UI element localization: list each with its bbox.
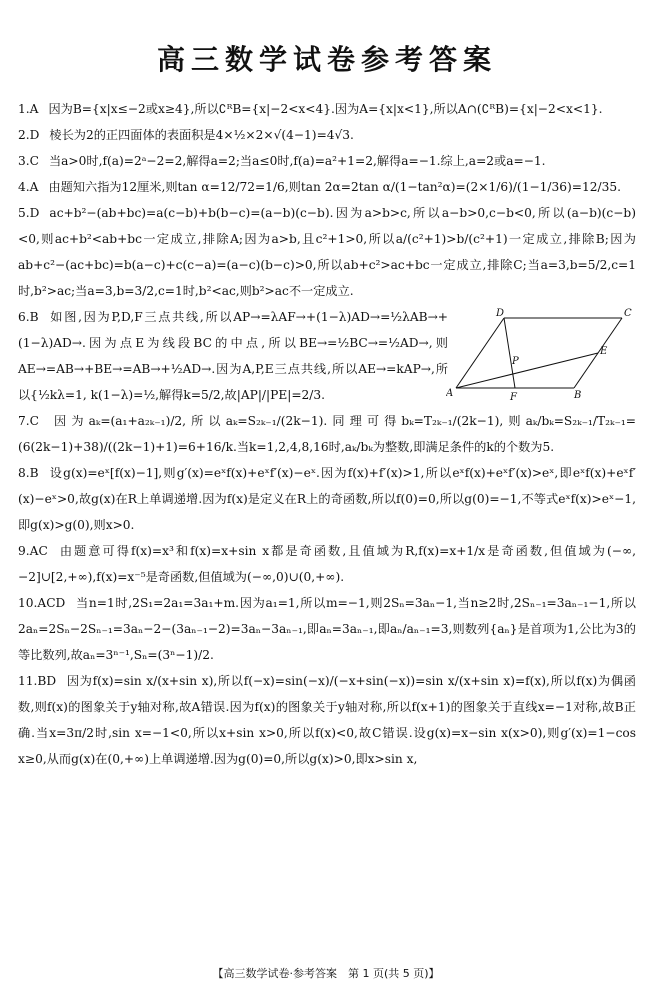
answer-item xyxy=(18,408,636,460)
question-number: 1. xyxy=(18,102,30,116)
answer-key: A xyxy=(29,180,39,194)
question-number: 5. xyxy=(18,206,30,220)
diagram-segment-ae xyxy=(456,353,598,388)
question-number: 6. xyxy=(18,310,30,324)
answer-explanation: 由题意可得f(x)=x³和f(x)=x+sin x都是奇函数,且值域为R,f(x)=x+1/x是奇函数,但值域为(−∞,−2]∪[2,+∞),f(x)=x⁻⁵是奇函数,但值域为(−∞,0)∪(0,+∞). xyxy=(18,544,636,584)
answer-text-block xyxy=(18,304,448,408)
answer-explanation: 当n=1时,2S₁=2a₁=3a₁+m.因为a₁=1,所以m=−1,则2Sₙ=3aₙ−1,当n≥2时,2Sₙ₋₁=3aₙ₋₁−1,所以2aₙ=2Sₙ−2Sₙ₋₁=3aₙ−2−(3aₙ₋₁−2)=3aₙ−3aₙ₋₁,即aₙ=3aₙ₋₁,即aₙ/aₙ₋₁=3,则数列{aₙ}是首项为1,公比为3的等比数列,故aₙ=3ⁿ⁻¹,Sₙ=(3ⁿ−1)/2. xyxy=(18,596,636,662)
answer-key: C xyxy=(29,154,39,168)
answer-key: BD xyxy=(37,674,57,688)
answer-explanation: 当a>0时,f(a)=2ᵃ−2=2,解得a=2;当a≤0时,f(a)=a²+1=2,解得a=−1.综上,a=2或a=−1. xyxy=(48,154,546,168)
answer-item xyxy=(18,122,636,148)
answer-key: AC xyxy=(29,544,48,558)
answer-list xyxy=(18,96,636,772)
parallelogram-diagram xyxy=(446,306,636,406)
answer-key: C xyxy=(29,414,39,428)
question-number: 3. xyxy=(18,154,30,168)
diagram-label-f: F xyxy=(510,392,517,403)
question-number: 2. xyxy=(18,128,30,142)
answer-explanation: 棱长为2的正四面体的表面积是4×½×2×√(4−1)=4√3. xyxy=(49,128,354,142)
answer-explanation: 由题知六指为12厘米,则tan α=12/72=1/6,则tan 2α=2tan α/(1−tan²α)=(2×1/6)/(1−1/36)=12/35. xyxy=(48,180,621,194)
diagram-label-p: P xyxy=(512,356,519,367)
diagram-label-c: C xyxy=(624,308,632,319)
answer-item xyxy=(18,304,636,408)
question-number: 11. xyxy=(18,674,38,688)
diagram-label-b: B xyxy=(574,390,582,401)
page-footer xyxy=(0,965,652,981)
answer-key: A xyxy=(29,102,39,116)
diagram-label-d: D xyxy=(496,308,505,319)
answer-item xyxy=(18,590,636,668)
answer-explanation: 因为aₖ=(a₁+a₂ₖ₋₁)/2,所以aₖ=S₂ₖ₋₁/(2k−1).同理可得bₖ=T₂ₖ₋₁/(2k−1),则aₖ/bₖ=S₂ₖ₋₁/T₂ₖ₋₁=(6(2k−1)+38)/((2k−1)+1)=6+16/k.当k=1,2,4,8,16时,aₖ/bₖ为整数,即满足条件的k的个数为5. xyxy=(18,414,636,454)
answer-explanation: 设g(x)=eˣ[f(x)−1],则g′(x)=eˣf(x)+eˣf′(x)−eˣ.因为f(x)+f′(x)>1,所以eˣf(x)+eˣf′(x)>eˣ,即eˣf(x)+eˣf′(x)−eˣ>0,故g(x)在R上单调递增.因为f(x)是定义在R上的奇函数,所以f(0)=0,所以g(0)=−1,不等式eˣf(x)>eˣ−1,即g(x)>g(0),则x>0. xyxy=(18,466,636,532)
answer-key: D xyxy=(29,206,40,220)
answer-explanation: 如图,因为P,D,F三点共线,所以AP→=λAF→+(1−λ)AD→=½λAB→+(1−λ)AD→.因为点E为线段BC的中点,所以BE→=½BC→=½AD→,则AE→=AB→+BE→=AB→+½AD→.因为A,P,E三点共线,所以AE→=kAP→,所以{½kλ=1, k(1−λ)=½,解得k=5/2,故|AP|/|PE|=2/3. xyxy=(18,310,448,402)
answer-item xyxy=(18,96,636,122)
answer-key: D xyxy=(29,128,40,142)
answer-item xyxy=(18,200,636,304)
question-number: 10. xyxy=(18,596,38,610)
question-number: 7. xyxy=(18,414,30,428)
answer-explanation: 因为f(x)=sin x/(x+sin x),所以f(−x)=sin(−x)/(−x+sin(−x))=sin x/(x+sin x)=f(x),所以f(x)为偶函数,则f(x)的图象关于y轴对称,故A错误.因为f(x)的图象关于y轴对称,所以f(x+1)的图象关于直线x=−1对称,故B正确.当x=3π/2时,sin x=−1<0,所以x+sin x>0,所以f(x)<0,故C错误.设g(x)=x−sin x(x>0),则g′(x)=1−cos x≥0,从而g(x)在(0,+∞)上单调递增.因为g(0)=0,所以g(x)>0,即x>sin x, xyxy=(18,674,636,766)
answer-key: B xyxy=(29,310,39,324)
answer-explanation: ac+b²−(ab+bc)=a(c−b)+b(b−c)=(a−b)(c−b).因为a>b>c,所以a−b>0,c−b<0,所以(a−b)(c−b)<0,则ac+b²<ab+bc一定成立,排除A;因为a>b,且c²+1>0,所以a/(c²+1)>b/(c²+1)一定成立,排除B;因为ab+c²−(ac+bc)=b(a−c)+c(c−a)=(a−c)(b−c)>0,所以ab+c²>ac+bc一定成立,排除C;当a=3,b=5/2,c=1时,b²>ac;当a=3,b=3/2,c=1时,b²<ac,则b²>ac不一定成立. xyxy=(18,206,636,298)
answer-key: B xyxy=(29,466,39,480)
footer-text: 【高三数学试卷·参考答案 第 1 页(共 5 页)】 xyxy=(212,967,440,980)
answer-item xyxy=(18,538,636,590)
question-number: 8. xyxy=(18,466,30,480)
answer-item xyxy=(18,668,636,772)
answer-item xyxy=(18,148,636,174)
question-number: 9. xyxy=(18,544,30,558)
question-number: 4. xyxy=(18,180,30,194)
diagram-label-a: A xyxy=(446,388,454,399)
diagram-label-e: E xyxy=(600,346,608,357)
answer-key: ACD xyxy=(37,596,66,610)
diagram-segment-df xyxy=(504,318,515,388)
answer-item xyxy=(18,174,636,200)
answer-item xyxy=(18,460,636,538)
page-title: 高三数学试卷参考答案 xyxy=(156,43,497,76)
answer-explanation: 因为B={x|x≤−2或x≥4},所以∁ᴿB={x|−2<x<4}.因为A={x|x<1},所以A∩(∁ᴿB)={x|−2<x<1}. xyxy=(48,102,603,116)
